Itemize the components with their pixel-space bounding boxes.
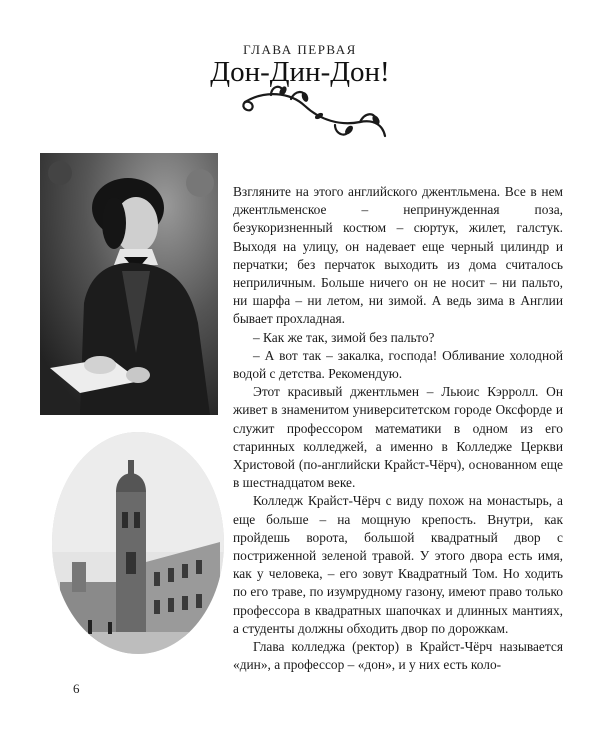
page-number: 6	[73, 681, 80, 696]
chapter-label: ГЛАВА ПЕРВАЯ	[243, 42, 357, 57]
ornament-flourish-icon	[235, 82, 395, 144]
paragraph: Колледж Крайст-Чёрч с виду похож на монастырь, а еще больше – на мощную крепость. Внутри, как пройдешь ворота, большой квадратный двор с постриженной зеленой травой. У этого двора есть имя, как у человека, – его зовут Квадратный Том. Но ходить по его траве, по изумрудному газону, имеют право только профессора в квадратных шапочках и длинных мантиях, а студенты должны обходить двор по дорожкам.	[233, 493, 563, 636]
portrait-photo	[40, 153, 218, 415]
college-engraving	[52, 432, 224, 654]
chapter-title: Дон-Дин-Дон!	[210, 56, 390, 88]
paragraph: – А вот так – закалка, господа! Обливание холодной водой с детства. Рекомендую.	[233, 347, 563, 382]
portrait-image-icon	[40, 153, 218, 415]
paragraph: – Как же так, зимой без пальто?	[253, 329, 435, 345]
paragraph: Взгляните на этого английского джентльмена. Все в нем джентльменское – непринужденная поза, безукоризненный костюм – сюртук, жилет, галстук. Выходя на улицу, он надевает еще черный цилиндр и перчатки; без перчаток выходить из дома считалось неприличным. Больше ничего он не носит – ни пальто, ни шарфа – ни летом, ни зимой. А ведь зима в Англии бывает прохладная.	[233, 184, 563, 327]
paragraph: Глава колледжа (ректор) в Крайст-Чёрч называется «дин», а профессор – «дон», и у них есть коло-	[233, 639, 563, 673]
paragraph: Этот красивый джентльмен – Льюис Кэрролл. Он живет в знаменитом университетском городе Оксфорде и служит профессором математики в одном из его старинных колледжей, а именно в Колледже Церкви Христовой (по-английски Крайст-Чёрч), основанном еще в шестнадцатом веке.	[233, 384, 563, 491]
college-tower-image-icon	[52, 432, 224, 654]
body-text	[233, 183, 563, 674]
